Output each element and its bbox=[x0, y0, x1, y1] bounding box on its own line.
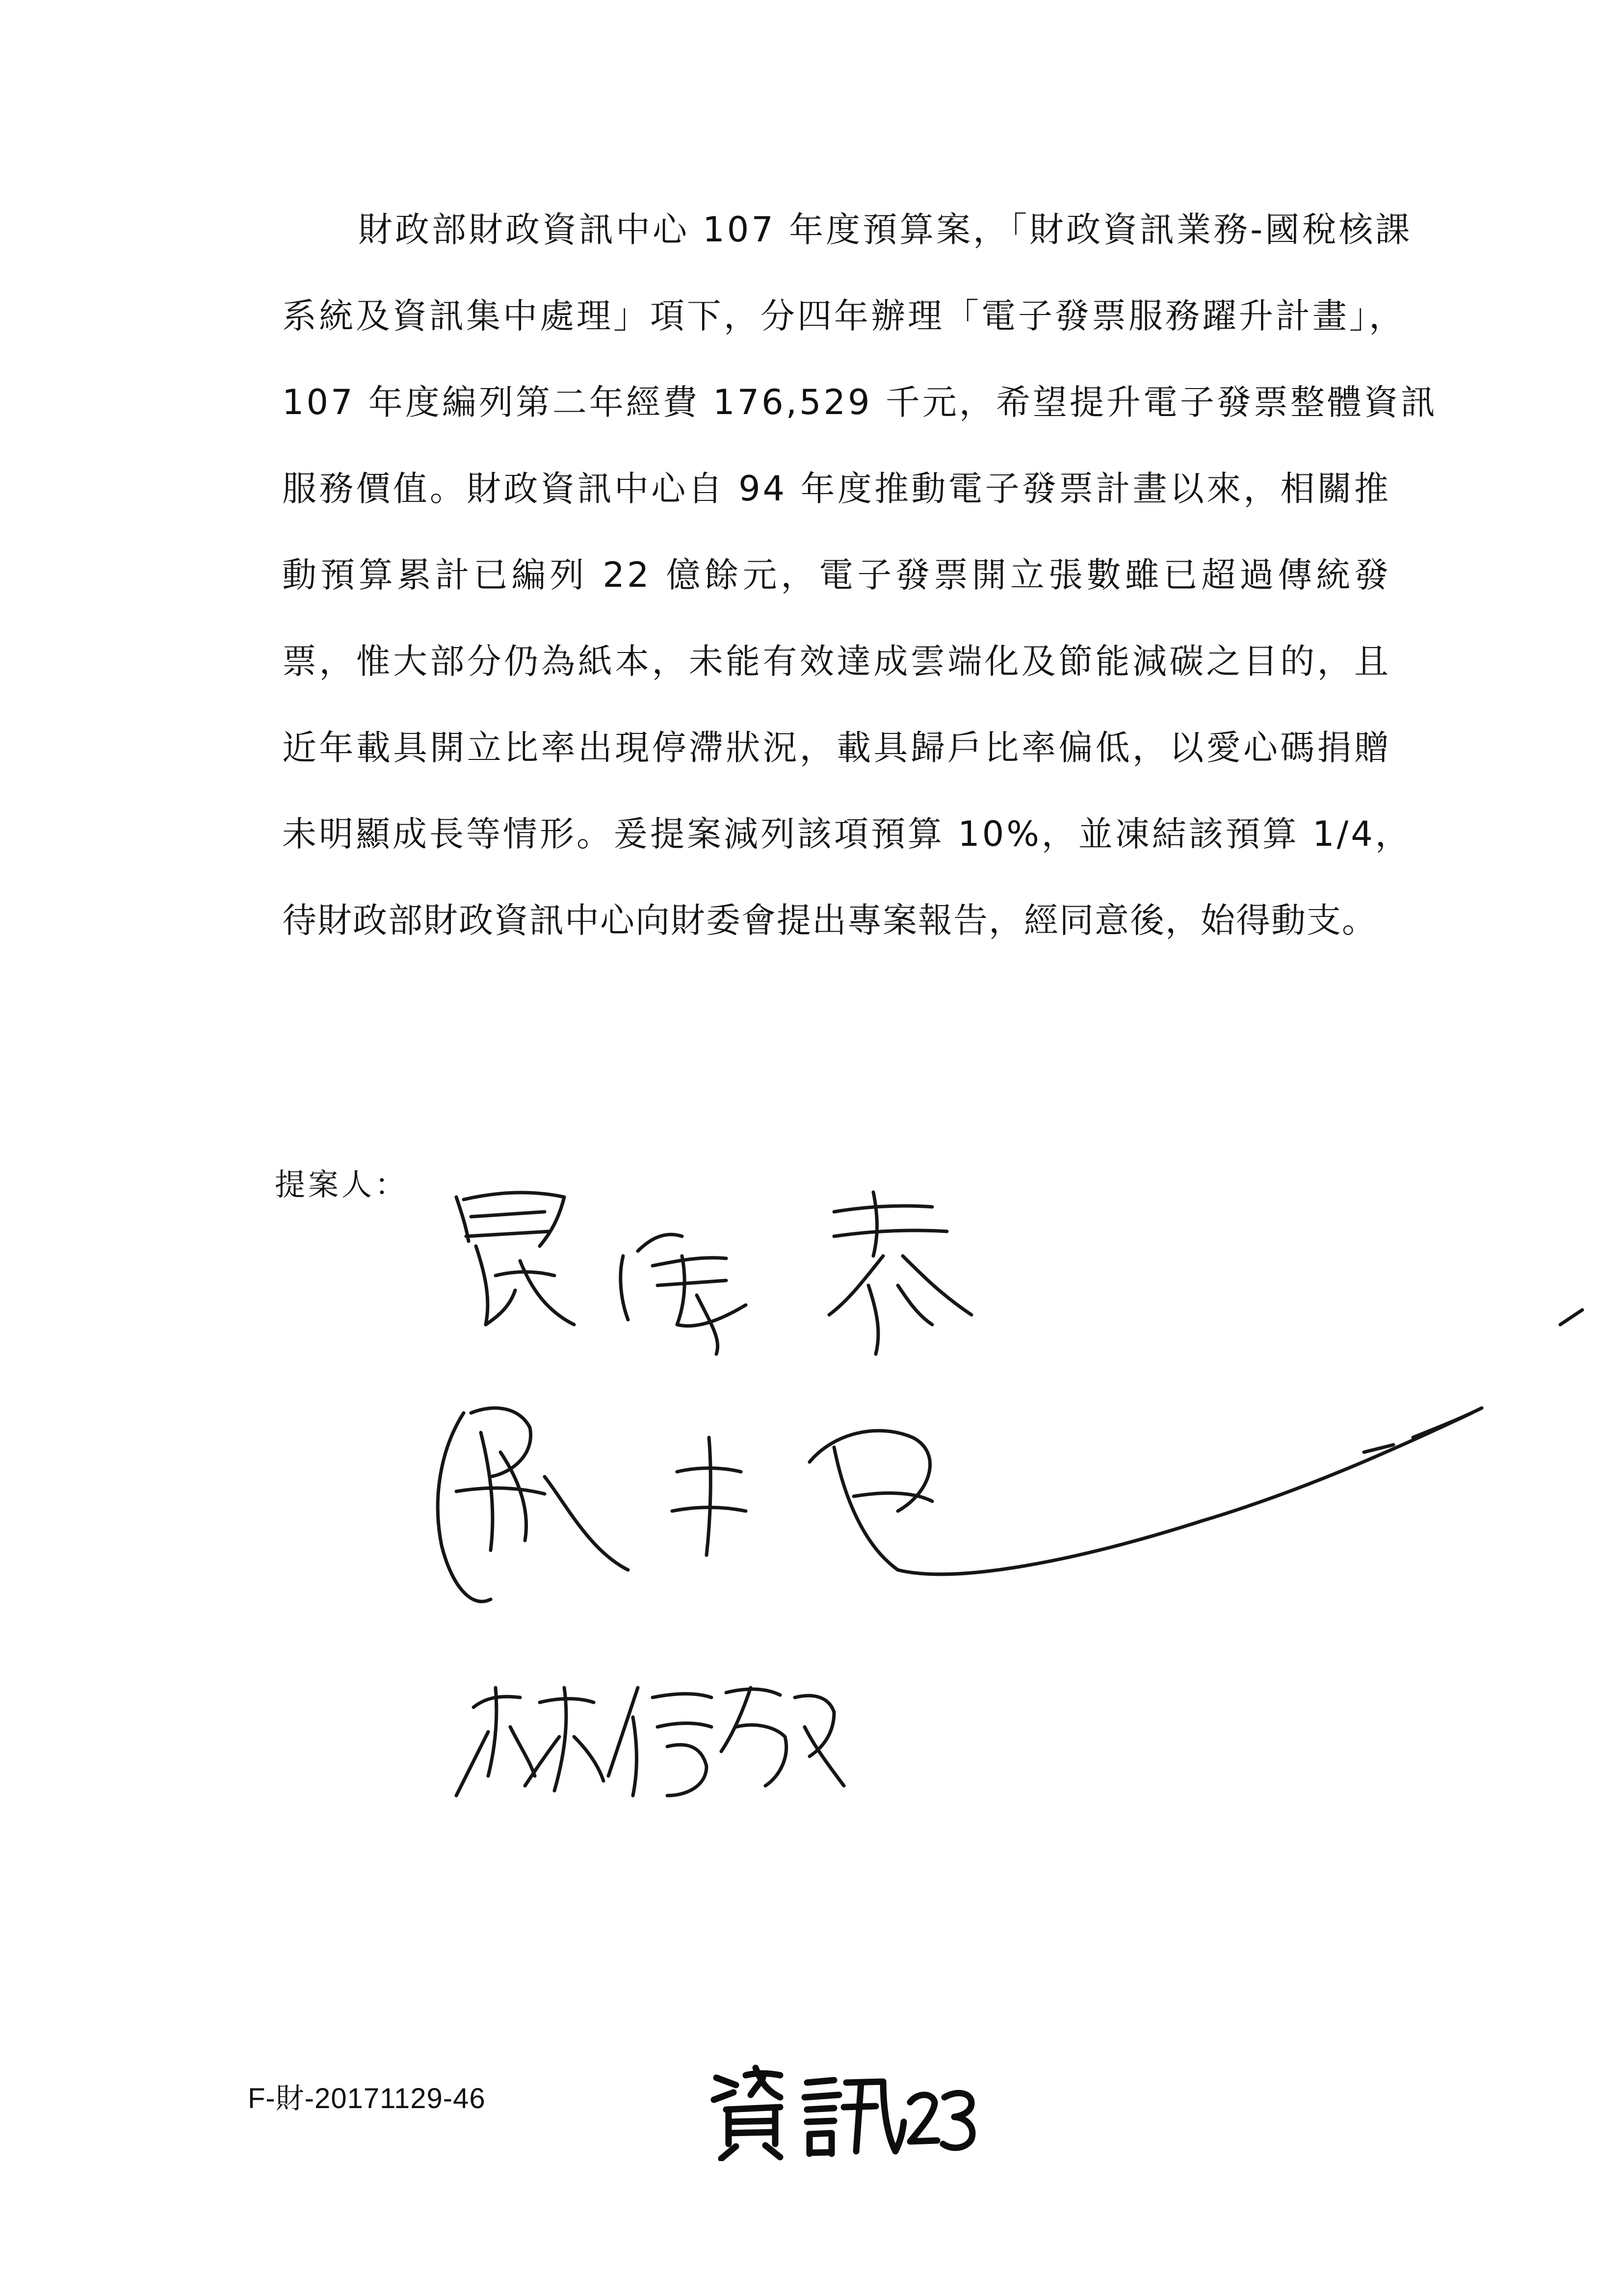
handwritten-stamp bbox=[707, 2063, 981, 2161]
paragraph-line: 待財政部財政資訊中心向財委會提出專案報告，經同意後，始得動支。 bbox=[282, 900, 1377, 940]
signature-3 bbox=[456, 1688, 844, 1796]
paragraph-line: 系統及資訊集中處理」項下，分四年辦理「電子發票服務躍升計畫」， bbox=[282, 296, 1406, 336]
proposal-paragraph bbox=[282, 186, 1438, 964]
signature-2 bbox=[438, 1408, 1482, 1601]
document-code: F-財-20171129-46 bbox=[248, 2083, 486, 2114]
paragraph-line: 服務價值。財政資訊中心自 94 年度推動電子發票計畫以來，相關推 bbox=[282, 469, 1391, 509]
paragraph-line: 動預算累計已編列 22 億餘元，電子發票開立張數雖已超過傳統發 bbox=[282, 555, 1391, 595]
paragraph-line: 107 年度編列第二年經費 176,529 千元，希望提升電子發票整體資訊 bbox=[282, 382, 1438, 422]
paragraph-line: 未明顯成長等情形。爰提案減列該項預算 10%，並凍結該預算 1/4， bbox=[282, 814, 1412, 854]
paragraph-line: 票，惟大部分仍為紙本，未能有效達成雲端化及節能減碳之目的，且 bbox=[282, 641, 1391, 681]
paragraph-line: 財政部財政資訊中心 107 年度預算案，「財政資訊業務-國稅核課 bbox=[358, 209, 1413, 250]
proposer-label: 提案人： bbox=[275, 1167, 409, 1202]
paragraph-line: 近年載具開立比率出現停滯狀況，載具歸戶比率偏低，以愛心碼捐贈 bbox=[282, 728, 1391, 768]
signature-1 bbox=[456, 1192, 1582, 1354]
